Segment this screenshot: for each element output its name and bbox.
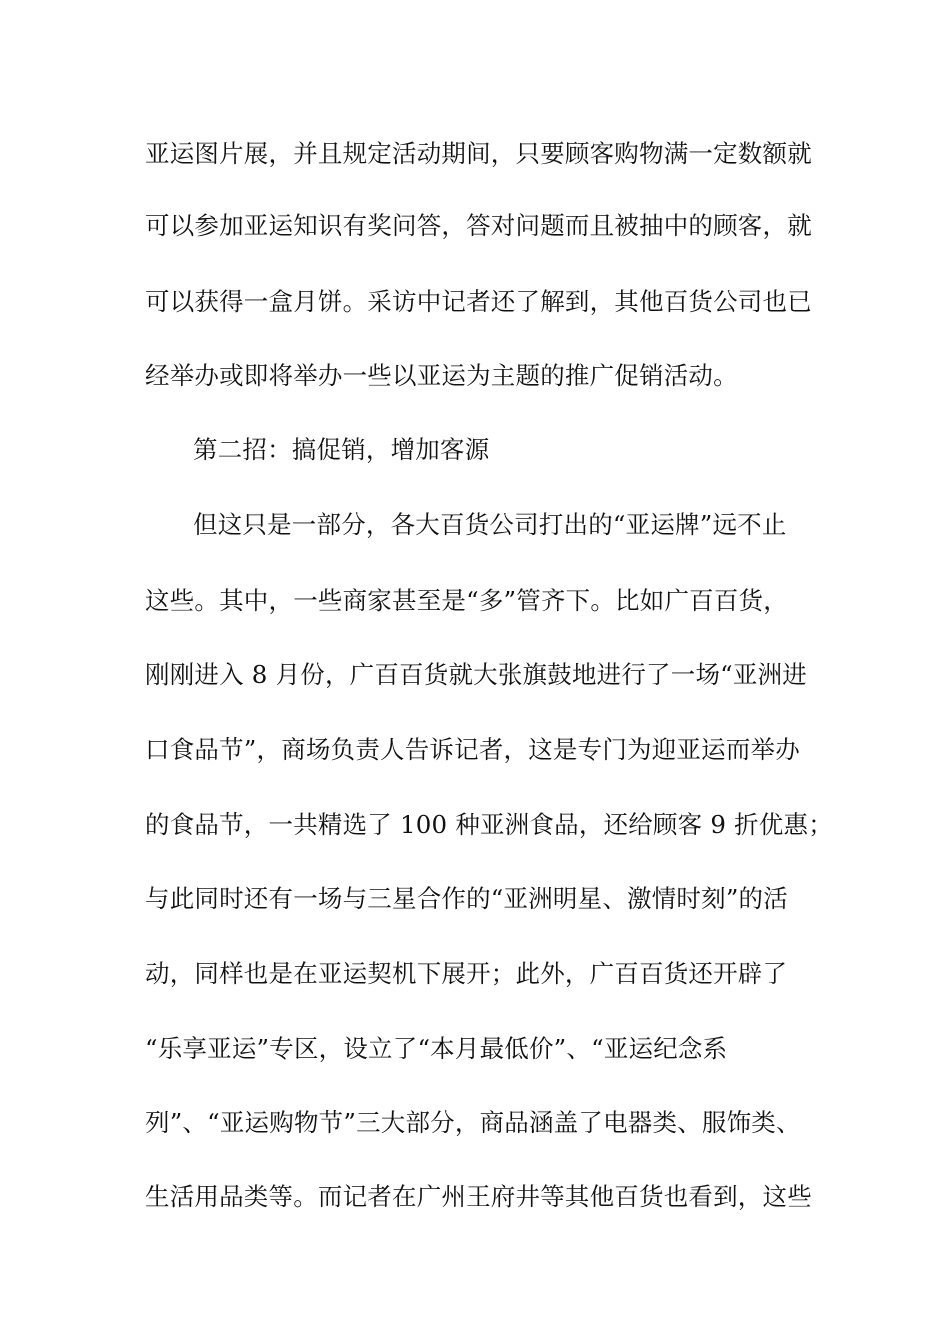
body-text-line: 经举办或即将举办一些以亚运为主题的推广促销活动。 xyxy=(145,361,738,390)
body-text-line: 的食品节，一共精选了 100 种亚洲食品，还给顾客 9 折优惠； xyxy=(145,810,833,839)
section-heading: 第二招：搞促销，增加客源 xyxy=(193,435,490,464)
body-text-line: 列”、“亚运购物节”三大部分，商品涵盖了电器类、服饰类、 xyxy=(145,1108,801,1137)
body-text-line: 动，同样也是在亚运契机下展开；此外，广百百货还开辟了 xyxy=(145,959,788,988)
body-text-line: 刚刚进入 8 月份，广百百货就大张旗鼓地进行了一场“亚洲进 xyxy=(145,660,807,689)
body-text-line: “乐享亚运”专区，设立了“本月最低价”、“亚运纪念系 xyxy=(145,1034,728,1063)
body-text-line: 但这只是一部分，各大百货公司打出的“亚运牌”远不止 xyxy=(193,510,787,539)
body-text-line: 可以获得一盒月饼。采访中记者还了解到，其他百货公司也已 xyxy=(145,287,812,316)
body-text-line: 与此同时还有一场与三星合作的“亚洲明星、激情时刻”的活 xyxy=(145,884,788,913)
body-text-line: 生活用品类等。而记者在广州王府井等其他百货也看到，这些 xyxy=(145,1182,812,1211)
body-text-line: 口食品节”，商场负责人告诉记者，这是专门为迎亚运而举办 xyxy=(145,735,800,764)
body-text-line: 这些。其中，一些商家甚至是“多”管齐下。比如广百百货， xyxy=(145,586,788,615)
body-text-line: 亚运图片展，并且规定活动期间，只要顾客购物满一定数额就 xyxy=(145,139,812,168)
body-text-line: 可以参加亚运知识有奖问答，答对问题而且被抽中的顾客，就 xyxy=(145,211,812,240)
